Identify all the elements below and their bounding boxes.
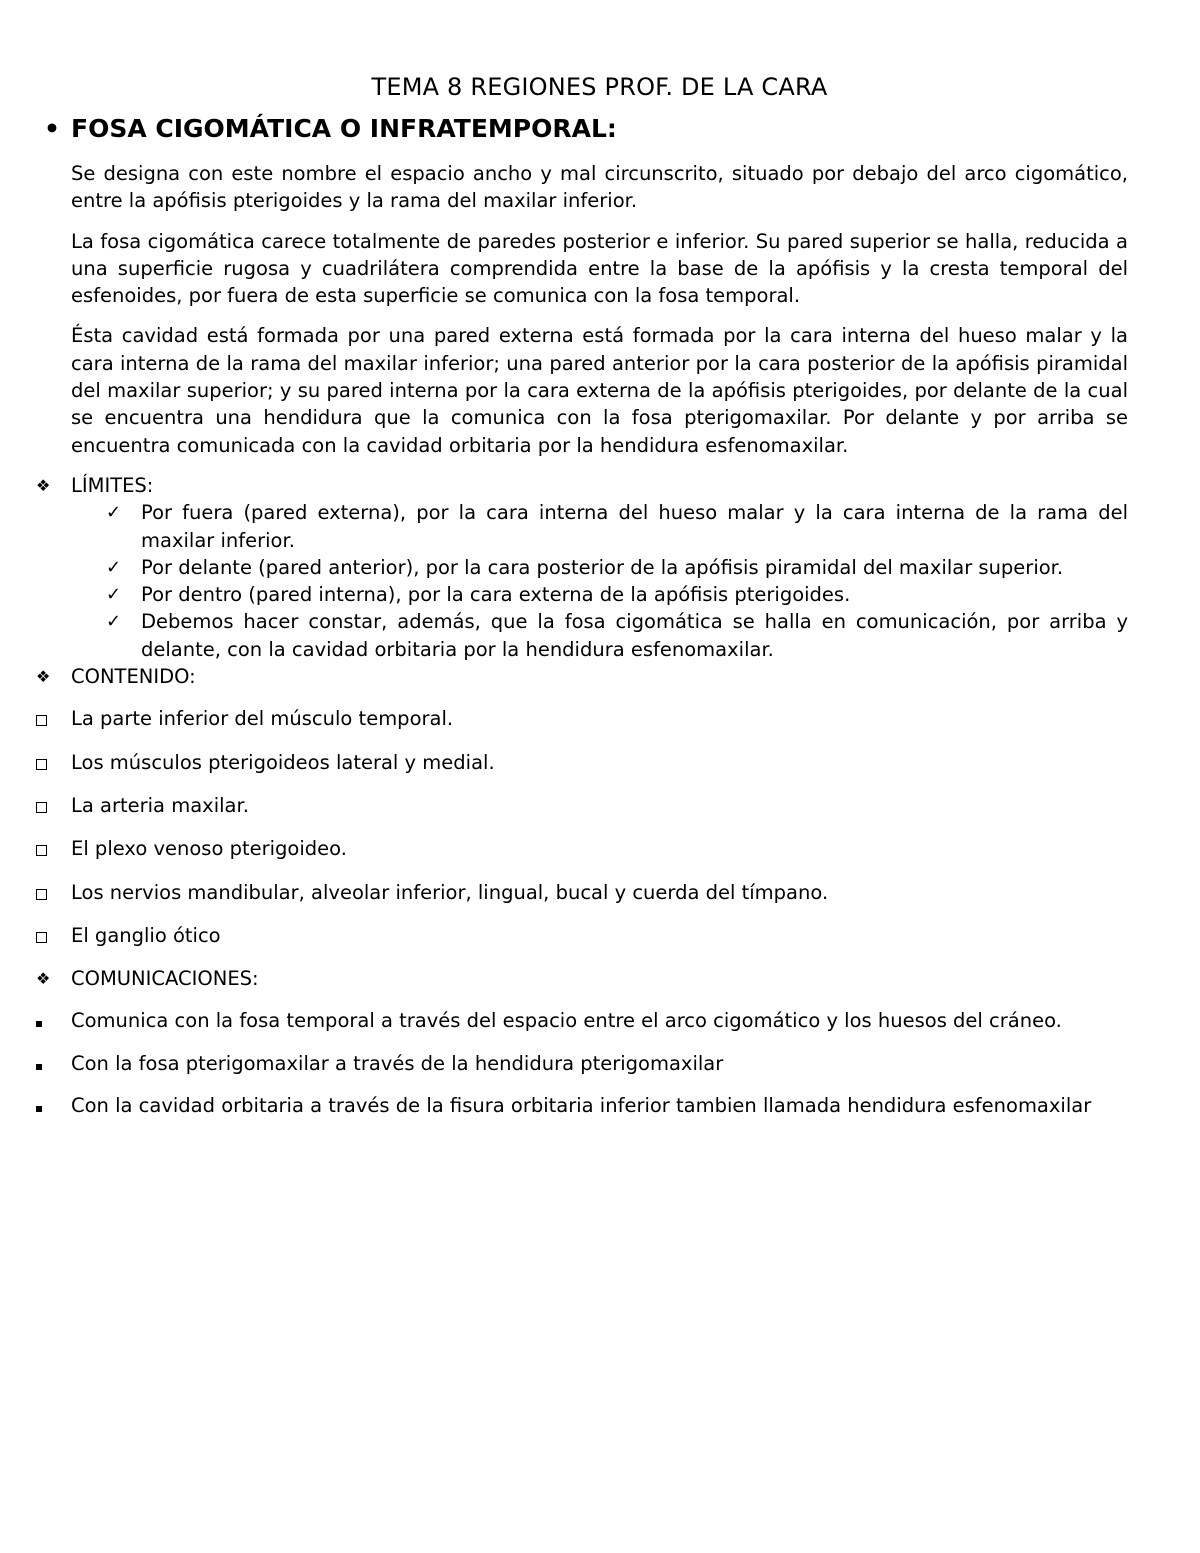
small-square-bullet-icon <box>0 1050 71 1077</box>
checkmark-icon: ✓ <box>106 584 122 606</box>
paragraph-3: Ésta cavidad está formada por una pared externa está formada por la cara interna del hueso malar y la cara interna de la rama del maxilar inferior; una pared anterior por la cara posterior de la apófisis piramidal del maxilar superior; y su pared interna por la cara externa de la apófisis pterigoides, por delante de la cual se encuentra una hendidura que la comunica con la fosa pterigomaxilar. Por delante y por arriba se encuentra comunicada con la cavidad orbitaria por la hendidura esfenomaxilar. <box>71 324 1128 457</box>
limites-list <box>106 499 1128 663</box>
checkmark-icon: ✓ <box>106 611 122 633</box>
list-item <box>0 705 1128 733</box>
list-item-text: La arteria maxilar. <box>71 793 249 817</box>
comunicaciones-list <box>0 1007 1128 1119</box>
list-item <box>106 499 1128 554</box>
square-bullet-icon <box>0 792 71 820</box>
list-item-text: Por delante (pared anterior), por la cara posterior de la apófisis piramidal del maxilar superior. <box>141 555 1064 579</box>
square-bullet-icon <box>0 835 71 863</box>
small-square-bullet-icon <box>0 1007 71 1034</box>
checkmark-icon: ✓ <box>106 502 122 524</box>
list-item <box>0 792 1128 820</box>
list-item <box>0 835 1128 863</box>
list-item-text: El ganglio ótico <box>71 923 221 947</box>
document-page <box>36 70 1128 1119</box>
list-item-text: Comunica con la fosa temporal a través del espacio entre el arco cigomático y los huesos del cráneo. <box>71 1009 1062 1033</box>
list-item <box>0 1007 1128 1034</box>
list-item <box>0 1092 1128 1119</box>
comunicaciones-heading <box>0 965 1128 992</box>
list-item-text: Por fuera (pared externa), por la cara interna del hueso malar y la cara interna de la rama del maxilar inferior. <box>141 501 1128 552</box>
list-item <box>0 879 1128 907</box>
list-item-text: La parte inferior del músculo temporal. <box>71 707 454 731</box>
section-heading <box>44 112 1128 146</box>
list-item-text: Por dentro (pared interna), por la cara externa de la apófisis pterigoides. <box>141 583 851 607</box>
diamond-bullet-icon: ❖ <box>36 969 51 989</box>
paragraph-1: Se designa con este nombre el espacio ancho y mal circunscrito, situado por debajo del arco cigomático, entre la apófisis pterigoides y la rama del maxilar inferior. <box>71 162 1128 213</box>
list-item <box>106 581 1128 608</box>
square-bullet-icon <box>0 749 71 777</box>
limites-label: LÍMITES: <box>71 473 154 497</box>
list-item-text: Los músculos pterigoideos lateral y medial. <box>71 750 495 774</box>
list-item <box>106 608 1128 663</box>
limites-heading <box>0 472 1128 499</box>
diamond-bullet-icon: ❖ <box>36 667 51 687</box>
comunicaciones-label: COMUNICACIONES: <box>71 967 259 991</box>
list-item-text: Debemos hacer constar, además, que la fosa cigomática se halla en comunicación, por arriba y delante, con la cavidad orbitaria por la hendidura esfenomaxilar. <box>141 610 1128 661</box>
square-bullet-icon <box>0 705 71 733</box>
list-item-text: El plexo venoso pterigoideo. <box>71 837 347 861</box>
small-square-bullet-icon <box>0 1092 71 1119</box>
section-heading-text: FOSA CIGOMÁTICA O INFRATEMPORAL: <box>71 114 617 143</box>
list-item <box>0 1050 1128 1077</box>
square-bullet-icon <box>0 879 71 907</box>
contenido-label: CONTENIDO: <box>71 665 196 689</box>
contenido-list <box>0 705 1128 950</box>
contenido-heading <box>0 663 1128 690</box>
diamond-bullet-icon: ❖ <box>36 475 51 495</box>
list-item <box>0 922 1128 950</box>
list-item-text: Los nervios mandibular, alveolar inferior, lingual, bucal y cuerda del tímpano. <box>71 880 829 904</box>
paragraph-2: La fosa cigomática carece totalmente de paredes posterior e inferior. Su pared superior se halla, reducida a una superficie rugosa y cuadrilátera comprendida entre la base de la apófisis y la cresta temporal del esfenoides, por fuera de esta superficie se comunica con la fosa temporal. <box>71 229 1128 308</box>
square-bullet-icon <box>0 922 71 950</box>
heading-bullet-icon: • <box>44 114 60 143</box>
document-title: TEMA 8 REGIONES PROF. DE LA CARA <box>371 73 828 101</box>
list-item <box>0 749 1128 777</box>
list-item-text: Con la cavidad orbitaria a través de la fisura orbitaria inferior tambien llamada hendidura esfenomaxilar <box>71 1094 1092 1118</box>
list-item <box>106 554 1128 581</box>
checkmark-icon: ✓ <box>106 556 122 578</box>
list-item-text: Con la fosa pterigomaxilar a través de la hendidura pterigomaxilar <box>71 1051 724 1075</box>
